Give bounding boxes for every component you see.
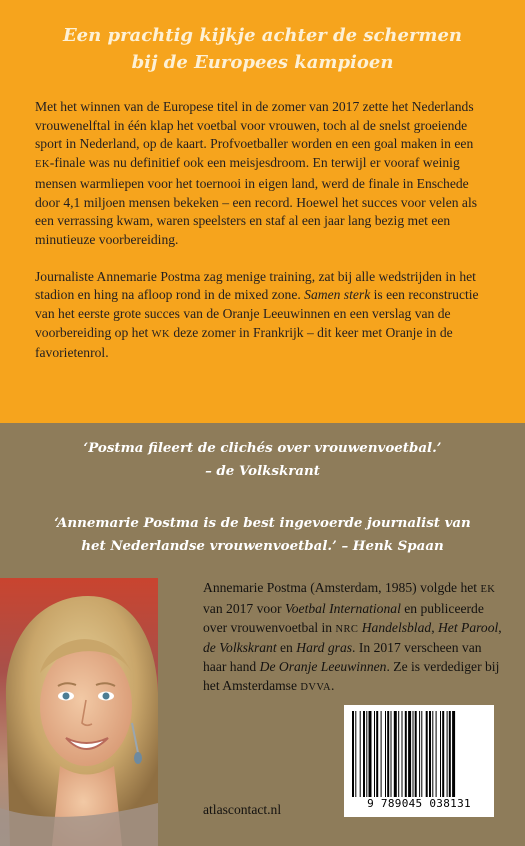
bio-text: en bbox=[276, 640, 297, 656]
isbn-barcode bbox=[344, 705, 494, 817]
barcode-bar bbox=[355, 711, 356, 797]
barcode-bar bbox=[402, 711, 403, 797]
author-bio bbox=[203, 579, 508, 698]
blurb-text bbox=[35, 98, 490, 381]
barcode-bar bbox=[385, 711, 386, 797]
bio-text: , bbox=[498, 619, 502, 635]
bio-publication: Handelsblad bbox=[361, 619, 432, 635]
barcode-bar bbox=[381, 711, 382, 797]
barcode-bar bbox=[440, 711, 441, 797]
review-quote-2-line-2 bbox=[20, 535, 505, 558]
barcode-bar bbox=[405, 711, 407, 797]
barcode-bar bbox=[432, 711, 433, 797]
barcode-bar bbox=[387, 711, 389, 797]
bio-text: Annemarie Postma (Amsterdam, 1985) volgde het bbox=[203, 580, 481, 595]
barcode-bar bbox=[391, 711, 392, 797]
blurb-p1-part-b: -finale was nu definitief ook een meisjesdroom. En terwijl er vooraf weinig mensen warmliepen voor het toernooi in eigen land, werd de finale in Enschede door 4,1 miljoen mensen bekeken – een record. Hoewel het succes voor velen als een verrassing kwam, waren speelsters en staf al een jaar lang bezig met een minutieuze voorbereiding. bbox=[35, 155, 478, 247]
barcode-bar bbox=[449, 711, 451, 797]
barcode-bar bbox=[413, 711, 414, 797]
review-quote-1-text: ‘Postma fileert de clichés over vrouwenvoetbal.’ bbox=[83, 440, 442, 456]
isbn-number: 9 789045 038131 bbox=[367, 797, 471, 810]
blurb-book-title: Samen sterk bbox=[304, 287, 371, 303]
author-photo bbox=[0, 578, 158, 846]
bio-text: . bbox=[330, 677, 335, 693]
review-quote-1-source: – de Volkskrant bbox=[205, 463, 320, 479]
bio-text: . Ze is verdediger bij het Amsterdamse bbox=[203, 659, 500, 693]
blurb-p2-wk: WK bbox=[151, 328, 170, 340]
review-quote-1 bbox=[20, 437, 505, 483]
barcode-bar bbox=[394, 711, 397, 797]
barcode-bar bbox=[408, 711, 411, 797]
blurb-p1-part-a: Met het winnen van de Europese titel in de zomer van 2017 zette het Nederlands vrouwenelftal in één klap het voetbal voor vrouwen, toch al de snelst groeiende sport in Nederland, op de kaart. Profvoetballer worden en een goal maken in een bbox=[35, 99, 474, 152]
barcode-bar bbox=[436, 711, 437, 797]
bio-publication: Het Parool bbox=[437, 619, 499, 635]
blurb-p2-part-a: Journaliste Annemarie Postma zag menige training, zat bij alle wedstrijden in het stadion en hing na afloop rond in de mixed zone. bbox=[35, 268, 476, 303]
barcode-bar bbox=[447, 711, 448, 797]
barcode-bar bbox=[360, 711, 361, 797]
bio-ek: EK bbox=[480, 584, 496, 595]
barcode-bar bbox=[415, 711, 417, 797]
barcode-bar bbox=[426, 711, 428, 797]
review-quote-2-text-end: het Nederlandse vrouwenvoetbal.’ bbox=[81, 538, 337, 554]
barcode-bar bbox=[374, 711, 375, 797]
blurb-p2-part-c: deze zomer in Frankrijk – dit keer met Oranje in de favorietenrol. bbox=[35, 324, 453, 361]
blurb-paragraph-1 bbox=[35, 98, 490, 250]
barcode-bar bbox=[442, 711, 444, 797]
barcode-bar bbox=[452, 711, 455, 797]
blurb-paragraph-2 bbox=[35, 268, 490, 364]
barcode-bar bbox=[429, 711, 431, 797]
bio-text: van 2017 voor bbox=[203, 600, 285, 616]
barcode-bars bbox=[352, 711, 486, 797]
bio-nrc: NRC bbox=[335, 623, 359, 635]
bio-club: DVVA bbox=[300, 681, 331, 693]
review-quote-2-line-1: ‘Annemarie Postma is de best ingevoerde journalist van bbox=[54, 515, 471, 531]
barcode-bar bbox=[363, 711, 365, 797]
barcode-bar bbox=[376, 711, 378, 797]
barcode-bar bbox=[369, 711, 372, 797]
barcode-bar bbox=[352, 711, 354, 797]
review-quote-2-source: – Henk Spaan bbox=[341, 538, 444, 554]
bio-text: , bbox=[431, 619, 438, 635]
bio-book-title: De Oranje Leeuwinnen bbox=[259, 659, 387, 675]
tagline bbox=[0, 22, 525, 76]
tagline-line-1: Een prachtig kijkje achter de schermen bbox=[62, 25, 463, 46]
review-quote-2 bbox=[20, 512, 505, 558]
barcode-bar bbox=[398, 711, 399, 797]
bio-text: en publiceerde over vrouwenvoetbal in bbox=[203, 600, 484, 635]
bio-publication: de Volkskrant bbox=[203, 640, 277, 656]
bio-text: . In 2017 verscheen van haar hand bbox=[203, 640, 482, 675]
blurb-p1-ek: EK bbox=[35, 159, 50, 171]
blurb-p2-part-b: is een reconstructie van het eerste grote succes van de Oranje Leeuwinnen en een verslag van de voorbereiding op het bbox=[35, 287, 479, 340]
bio-publication: Voetbal International bbox=[284, 600, 401, 616]
barcode-bar bbox=[421, 711, 422, 797]
barcode-bar bbox=[366, 711, 367, 797]
author-portrait-image bbox=[0, 578, 158, 846]
bio-publication: Hard gras bbox=[296, 640, 353, 656]
tagline-line-2: bij de Europees kampioen bbox=[131, 52, 394, 73]
barcode-bar bbox=[419, 711, 420, 797]
publisher-website[interactable]: atlascontact.nl bbox=[203, 802, 282, 817]
